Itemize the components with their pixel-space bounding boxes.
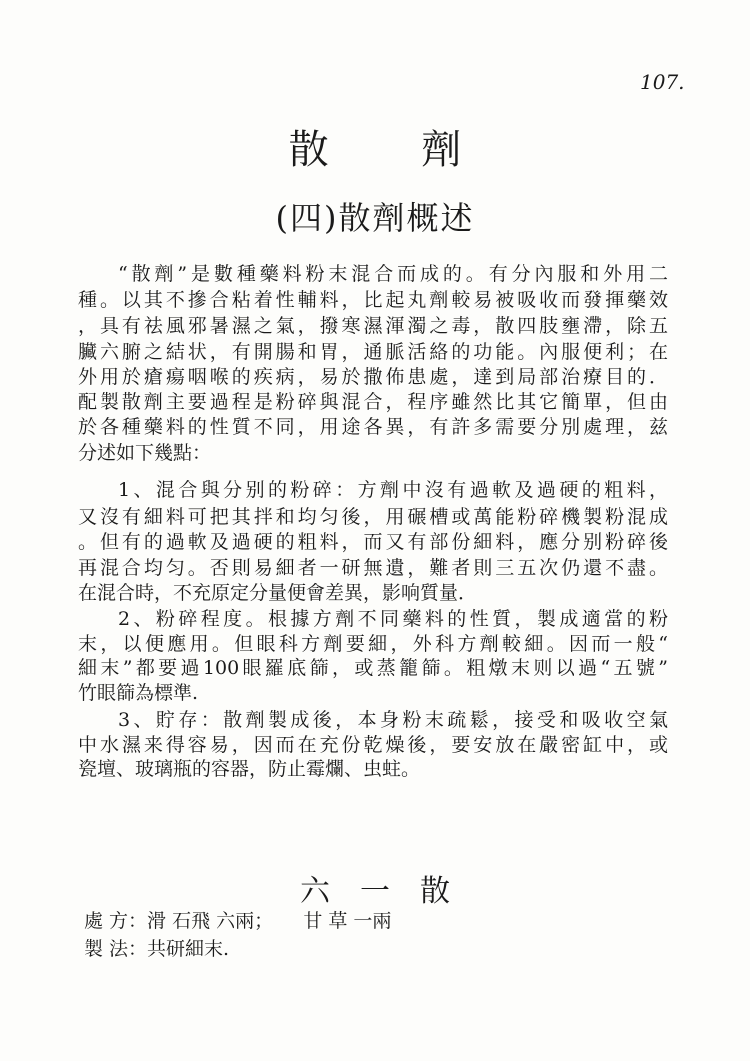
paragraph-line: 3、貯存：散劑製成後，本身粉末疏鬆，接受和吸收空氣 — [118, 709, 668, 731]
paragraph-line: 細末”都要過100眼羅底篩，或蒸籠篩。粗燉末则以過“五號” — [78, 657, 668, 679]
paragraph-line: 外用於瘡瘍咽喉的疾病，易於撒佈患處，達到局部治療目的． — [78, 366, 668, 388]
paragraph-line: 竹眼篩為標準. — [78, 682, 199, 704]
section-subtitle: (四)散劑概述 — [275, 199, 475, 237]
formula-ingredients — [84, 906, 391, 933]
paragraph-line: 。但有的過軟及過硬的粗料，而又有部份細料，應分别粉碎後 — [78, 531, 668, 553]
paragraph-line: 末，以便應用。但眼科方劑要細，外科方劑較細。因而一般“ — [78, 633, 668, 655]
formula-method — [84, 934, 229, 961]
ingredients-text: 滑 石飛 六兩； 甘 草 一兩 — [147, 910, 392, 932]
paragraph-line: 配製散劑主要過程是粉碎與混合，程序雖然比其它簡單，但由 — [78, 391, 668, 413]
page-title: 散 劑 — [288, 127, 502, 173]
formula-title: 六一散 — [300, 874, 480, 909]
paragraph-line: 在混合時，不充原定分量便會差異，影响質量． — [78, 582, 478, 604]
paragraph-line: 1、混合與分别的粉碎：方劑中沒有過軟及過硬的粗料， — [118, 479, 668, 501]
paragraph-line: 於各種藥料的性質不同，用途各異，有許多需要分別處理，兹 — [78, 416, 668, 438]
paragraph-line: 2、粉碎程度。根據方劑不同藥料的性質，製成適當的粉 — [118, 608, 668, 630]
paragraph-line: ，具有祛風邪暑濕之氣，撥寒濕渾濁之毒，散四肢壅滯，除五 — [78, 315, 668, 337]
paragraph-line: 又沒有細料可把其拌和均匀後，用碾槽或萬能粉碎機製粉混成 — [78, 506, 668, 528]
method-text: 共研細末. — [147, 938, 230, 960]
paragraph-line: “散劑”是數種藥料粉末混合而成的。有分內服和外用二 — [118, 263, 668, 285]
paragraph-line: 中水濕来得容易，因而在充份乾燥後，要安放在嚴密缸中，或 — [78, 734, 668, 756]
paragraph-line: 分述如下幾點： — [78, 442, 212, 464]
paragraph-line: 再混合均匀。否則易細者一研無遺，難者則三五次仍還不盡。 — [78, 557, 668, 579]
page-number: 107. — [640, 70, 685, 94]
paragraph-line: 瓷壇、玻璃瓶的容器，防止霉爛、虫蛀。 — [78, 758, 421, 780]
paragraph-line: 種。以其不摻合粘着性輔料，比起丸劑較易被吸收而發揮藥效 — [78, 289, 668, 311]
paragraph-line: 臟六腑之結状，有開腸和胃，通脈活絡的功能。內服便利；在 — [78, 341, 668, 363]
method-label: 製 法： — [84, 938, 148, 960]
ingredients-label: 處 方： — [84, 910, 148, 932]
